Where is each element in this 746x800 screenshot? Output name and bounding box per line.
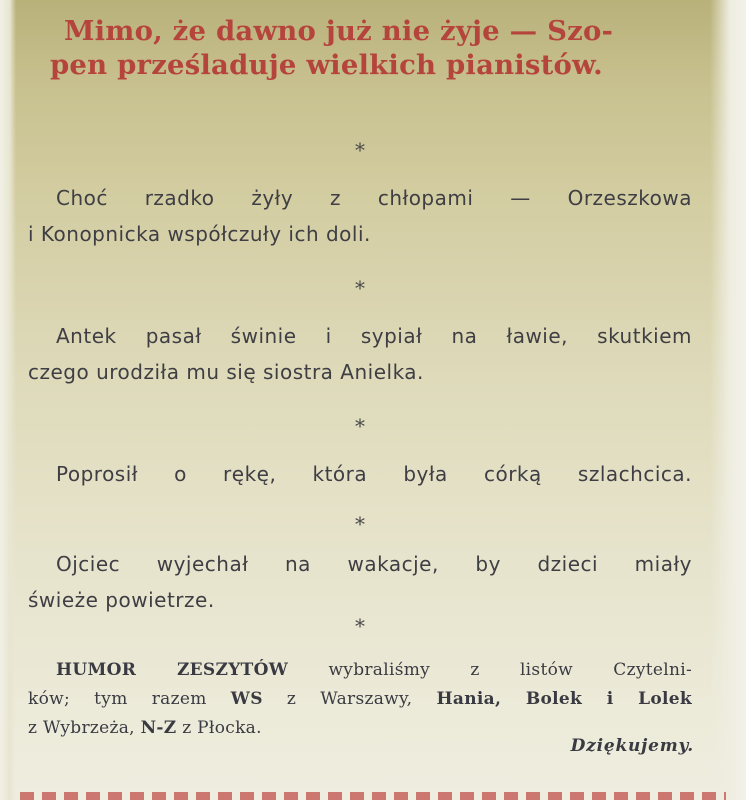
credits-text-1: wybraliśmy z listów Czytelni-: [288, 660, 692, 680]
credit-nz: N-Z: [140, 718, 177, 738]
paper-right-edge: [710, 0, 746, 800]
separator-star: *: [355, 614, 365, 638]
credits-text-3: z Warszawy,: [262, 689, 437, 709]
credits-line-2: [28, 685, 692, 714]
credits-line-1: [28, 656, 692, 685]
headline-line-1: Mimo, że dawno już nie żyje — Szo-: [64, 15, 614, 47]
separator-star: *: [355, 138, 365, 162]
credit-ws: WS: [230, 689, 263, 709]
headline-line-2: pen prześladuje wielkich pianistów.: [50, 49, 603, 81]
thanks-signature: Dziękujemy.: [570, 736, 694, 756]
decorative-bottom-border: [20, 792, 726, 800]
humor-item-2-line-2: czego urodziła mu się siostra Anielka.: [28, 360, 424, 384]
credits-text-4: z Wybrzeża,: [28, 718, 141, 738]
humor-item-2: [28, 318, 692, 390]
humor-item-3: [28, 456, 692, 492]
humor-title: HUMOR ZESZYTÓW: [56, 660, 289, 680]
humor-item-3-line-1: Poprosił o rękę, która była córką szlachcica.: [56, 462, 692, 486]
humor-item-4: [28, 546, 692, 618]
humor-item-1: [28, 180, 692, 252]
separator-star: *: [355, 512, 365, 536]
paper-left-edge: [0, 0, 16, 800]
credits-text-5: z Płocka.: [176, 718, 262, 738]
separator-star: *: [355, 276, 365, 300]
humor-item-1-line-1: Choć rzadko żyły z chłopami — Orzeszkowa: [56, 186, 692, 210]
credits-paragraph: [28, 656, 692, 743]
credits-text-2: ków; tym razem: [28, 689, 231, 709]
humor-item-2-line-1: Antek pasał świnie i sypiał na ławie, skutkiem: [56, 324, 692, 348]
humor-item-1-line-2: i Konopnicka współczuły ich doli.: [28, 222, 371, 246]
credit-names: Hania, Bolek i Lolek: [436, 689, 692, 709]
separator-star: *: [355, 414, 365, 438]
humor-item-4-line-2: świeże powietrze.: [28, 588, 215, 612]
headline: [50, 14, 700, 82]
humor-item-4-line-1: Ojciec wyjechał na wakacje, by dzieci miały: [56, 552, 692, 576]
